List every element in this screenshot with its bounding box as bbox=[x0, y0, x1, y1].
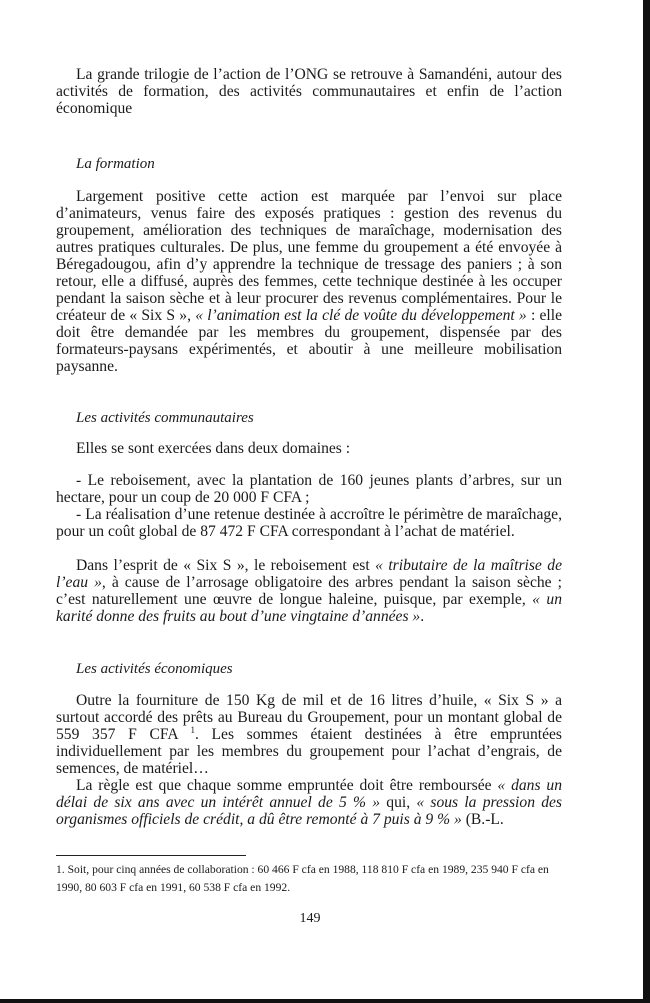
formation-text-b: : elle doit être demandée par les membres du groupement, dispensée par des formateurs-paysans expérimentés, et aboutir à une meilleure mobilisation paysanne. bbox=[56, 307, 563, 375]
regle-text-c: (B.-L. bbox=[461, 811, 504, 828]
section-heading-formation: La formation bbox=[76, 156, 155, 172]
regle-paragraph bbox=[56, 777, 562, 828]
page-number: 149 bbox=[299, 911, 321, 926]
esprit-quote-2: « un karité donne des fruits au bout d’une vingtaine d’années » bbox=[56, 591, 563, 625]
footnote-rule bbox=[56, 855, 246, 856]
section-heading-communautaires: Les activités communautaires bbox=[76, 410, 254, 426]
regle-quote-2: « sous la pression des organismes officiels de crédit, a dû être remonté à 7 puis à 9 % » bbox=[56, 794, 563, 828]
list-item-retenue: - La réalisation d’une retenue destinée à accroître le périmètre de maraîchage, pour un coût global de 87 472 F CFA correspondant à l’achat de matériel. bbox=[56, 506, 562, 540]
regle-quote-1: « dans un délai de six ans avec un intérêt annuel de 5 % » bbox=[56, 777, 562, 811]
regle-text-a: La règle est que chaque somme empruntée doit être remboursée bbox=[76, 777, 498, 794]
eco-text-b: . Les sommes étaient destinées à être empruntées individuellement par les membres du groupement pour l’achat d’engrais, de semences, de matériel… bbox=[56, 726, 562, 777]
esprit-quote-1: « tributaire de la maîtrise de l’eau » bbox=[56, 557, 562, 591]
esprit-text-c: . bbox=[420, 608, 425, 625]
footnote: 1. Soit, pour cinq années de collaboration : 60 466 F cfa en 1988, 118 810 F cfa en 1989, 235 940 F cfa en 1990, 80 603 F cfa en 1991, 60 538 F cfa en 1992. bbox=[56, 863, 549, 894]
page-body bbox=[56, 66, 562, 828]
list-item-reboisement: - Le reboisement, avec la plantation de 160 jeunes plants d’arbres, sur un hectare, pour un coup de 20 000 F CFA ; bbox=[56, 472, 562, 506]
esprit-text-a: Dans l’esprit de « Six S », le reboisement est bbox=[76, 557, 376, 574]
communautaires-intro: Elles se sont exercées dans deux domaines : bbox=[76, 440, 351, 457]
formation-paragraph bbox=[56, 188, 562, 375]
scan-edge-right bbox=[643, 0, 650, 1003]
intro-paragraph: La grande trilogie de l’action de l’ONG se retrouve à Samandéni, autour des activités de formation, des activités communautaires et enfin de l’action économique bbox=[56, 66, 562, 117]
formation-quote: « l’animation est la clé de voûte du développement » bbox=[195, 307, 527, 324]
formation-text-a: Largement positive cette action est marquée par l’envoi sur place d’animateurs, venus faire des exposés pratiques : gestion des revenus du groupement, amélioration des techniques de maraîchage, modernisation des autres pratiques culturales. De plus, une femme du groupement a été envoyée à Béregadougou, afin d’y apprendre la technique de tressage des paniers ; à son retour, elle a diffusé, auprès des femmes, cette technique destinée à les occuper pendant la saison sèche et à leur procurer des revenus complémentaires. Pour le créateur de « Six S », bbox=[56, 188, 562, 324]
eco-text-a: Outre la fourniture de 150 Kg de mil et de 16 litres d’huile, « Six S » a surtout accordé des prêts au Bureau du Groupement, pour un montant global de 559 357 F CFA bbox=[56, 692, 562, 743]
economiques-paragraph bbox=[56, 692, 562, 777]
esprit-paragraph bbox=[56, 557, 562, 625]
section-heading-economiques: Les activités économiques bbox=[76, 661, 233, 677]
footnote-marker: 1 bbox=[190, 725, 195, 735]
esprit-text-b: , à cause de l’arrosage obligatoire des arbres pendant la saison sèche ; c’est naturellement une œuvre de longue haleine, puisque, par exemple, bbox=[56, 574, 562, 608]
regle-text-b: qui, bbox=[380, 794, 417, 811]
scan-edge-bottom bbox=[0, 999, 650, 1003]
